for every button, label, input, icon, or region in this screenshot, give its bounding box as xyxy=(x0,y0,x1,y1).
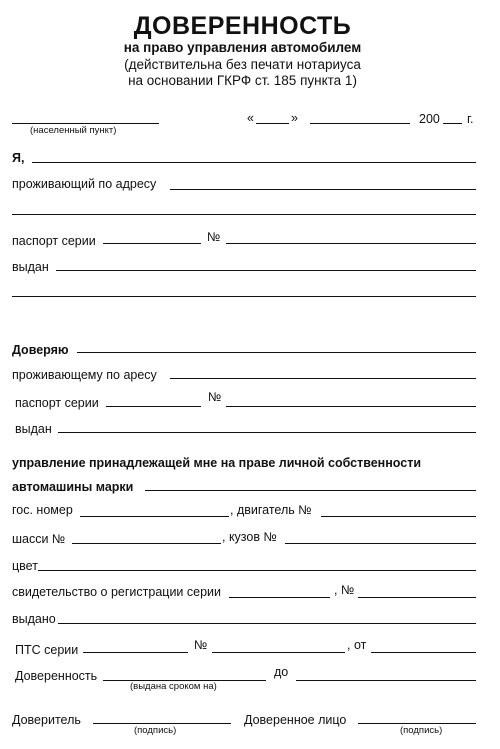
reg-issued-field[interactable] xyxy=(58,623,476,624)
car-brand-label: автомашины марки xyxy=(12,480,134,494)
trustee-address-label: проживающему по аресу xyxy=(12,368,157,382)
month-field[interactable] xyxy=(310,123,410,124)
year-suffix: г. xyxy=(467,112,474,126)
until-label: до xyxy=(274,665,289,679)
engine-label: , двигатель № xyxy=(230,503,312,517)
trustee-passport-series-field[interactable] xyxy=(106,406,201,407)
place-caption: (населенный пункт) xyxy=(30,125,117,136)
day-field[interactable] xyxy=(256,123,289,124)
principal-name-field[interactable] xyxy=(32,162,476,163)
body-field[interactable] xyxy=(285,543,476,544)
trustee-passport-number-label: № xyxy=(208,390,222,404)
trustee-name-field[interactable] xyxy=(77,352,476,353)
reg-cert-series-label: свидетельство о регистрации серии xyxy=(12,585,221,599)
principal-signature-label: Доверитель xyxy=(12,713,81,727)
document-subtitle: на право управления автомобилем xyxy=(123,40,362,55)
validity-caption: (выдана сроком на) xyxy=(130,681,217,692)
i-label: Я, xyxy=(12,151,25,165)
reg-issued-label: выдано xyxy=(12,612,56,626)
pts-number-field[interactable] xyxy=(212,652,345,653)
plate-label: гос. номер xyxy=(12,503,73,517)
validity-label: Доверенность xyxy=(15,669,98,683)
document-title: ДОВЕРЕННОСТЬ xyxy=(133,12,352,40)
trustee-issued-label: выдан xyxy=(15,422,52,436)
quote-close: » xyxy=(291,111,298,125)
principal-address-label: проживающий по адресу xyxy=(12,177,157,191)
reg-cert-number-label: , № xyxy=(334,583,355,597)
year-prefix: 200 xyxy=(419,112,440,126)
principal-passport-series-label: паспорт серии xyxy=(12,234,96,248)
until-date-field[interactable] xyxy=(296,680,476,681)
trustee-passport-series-label: паспорт серии xyxy=(15,396,99,410)
body-label: , кузов № xyxy=(222,530,277,544)
pts-date-label: , от xyxy=(347,638,367,652)
document-note-line-2: на основании ГКРФ ст. 185 пункта 1) xyxy=(128,73,357,88)
color-field[interactable] xyxy=(38,570,476,571)
pts-series-field[interactable] xyxy=(83,652,188,653)
trust-label: Доверяю xyxy=(12,343,69,357)
chassis-label: шасси № xyxy=(12,532,66,546)
engine-field[interactable] xyxy=(321,516,476,517)
principal-issued-field-2[interactable] xyxy=(12,296,476,297)
reg-cert-number-field[interactable] xyxy=(358,597,476,598)
principal-issued-field[interactable] xyxy=(56,270,476,271)
place-field[interactable] xyxy=(12,123,159,124)
trustee-signature-caption: (подпись) xyxy=(400,725,443,736)
ownership-text: управление принадлежащей мне на праве личной собственности xyxy=(12,456,422,470)
trustee-signature-field[interactable] xyxy=(358,723,476,724)
principal-passport-number-field[interactable] xyxy=(226,243,476,244)
principal-signature-caption: (подпись) xyxy=(134,725,177,736)
quote-open: « xyxy=(247,111,254,125)
pts-date-field[interactable] xyxy=(371,652,476,653)
trustee-signature-label: Доверенное лицо xyxy=(244,713,347,727)
pts-series-label: ПТС серии xyxy=(15,643,79,657)
principal-passport-number-label: № xyxy=(207,230,221,244)
car-brand-field[interactable] xyxy=(145,490,476,491)
trustee-address-field[interactable] xyxy=(170,378,476,379)
reg-cert-series-field[interactable] xyxy=(229,597,330,598)
principal-address-field[interactable] xyxy=(170,189,476,190)
color-label: цвет xyxy=(12,559,38,573)
principal-issued-label: выдан xyxy=(12,260,49,274)
document-note-line-1: (действительна без печати нотариуса xyxy=(124,57,361,72)
pts-number-label: № xyxy=(194,638,208,652)
chassis-field[interactable] xyxy=(72,543,221,544)
principal-address-field-2[interactable] xyxy=(12,214,476,215)
principal-passport-series-field[interactable] xyxy=(103,243,201,244)
plate-field[interactable] xyxy=(80,516,229,517)
trustee-issued-field[interactable] xyxy=(58,432,476,433)
principal-signature-field[interactable] xyxy=(93,723,231,724)
year-field[interactable] xyxy=(443,123,462,124)
trustee-passport-number-field[interactable] xyxy=(226,406,476,407)
